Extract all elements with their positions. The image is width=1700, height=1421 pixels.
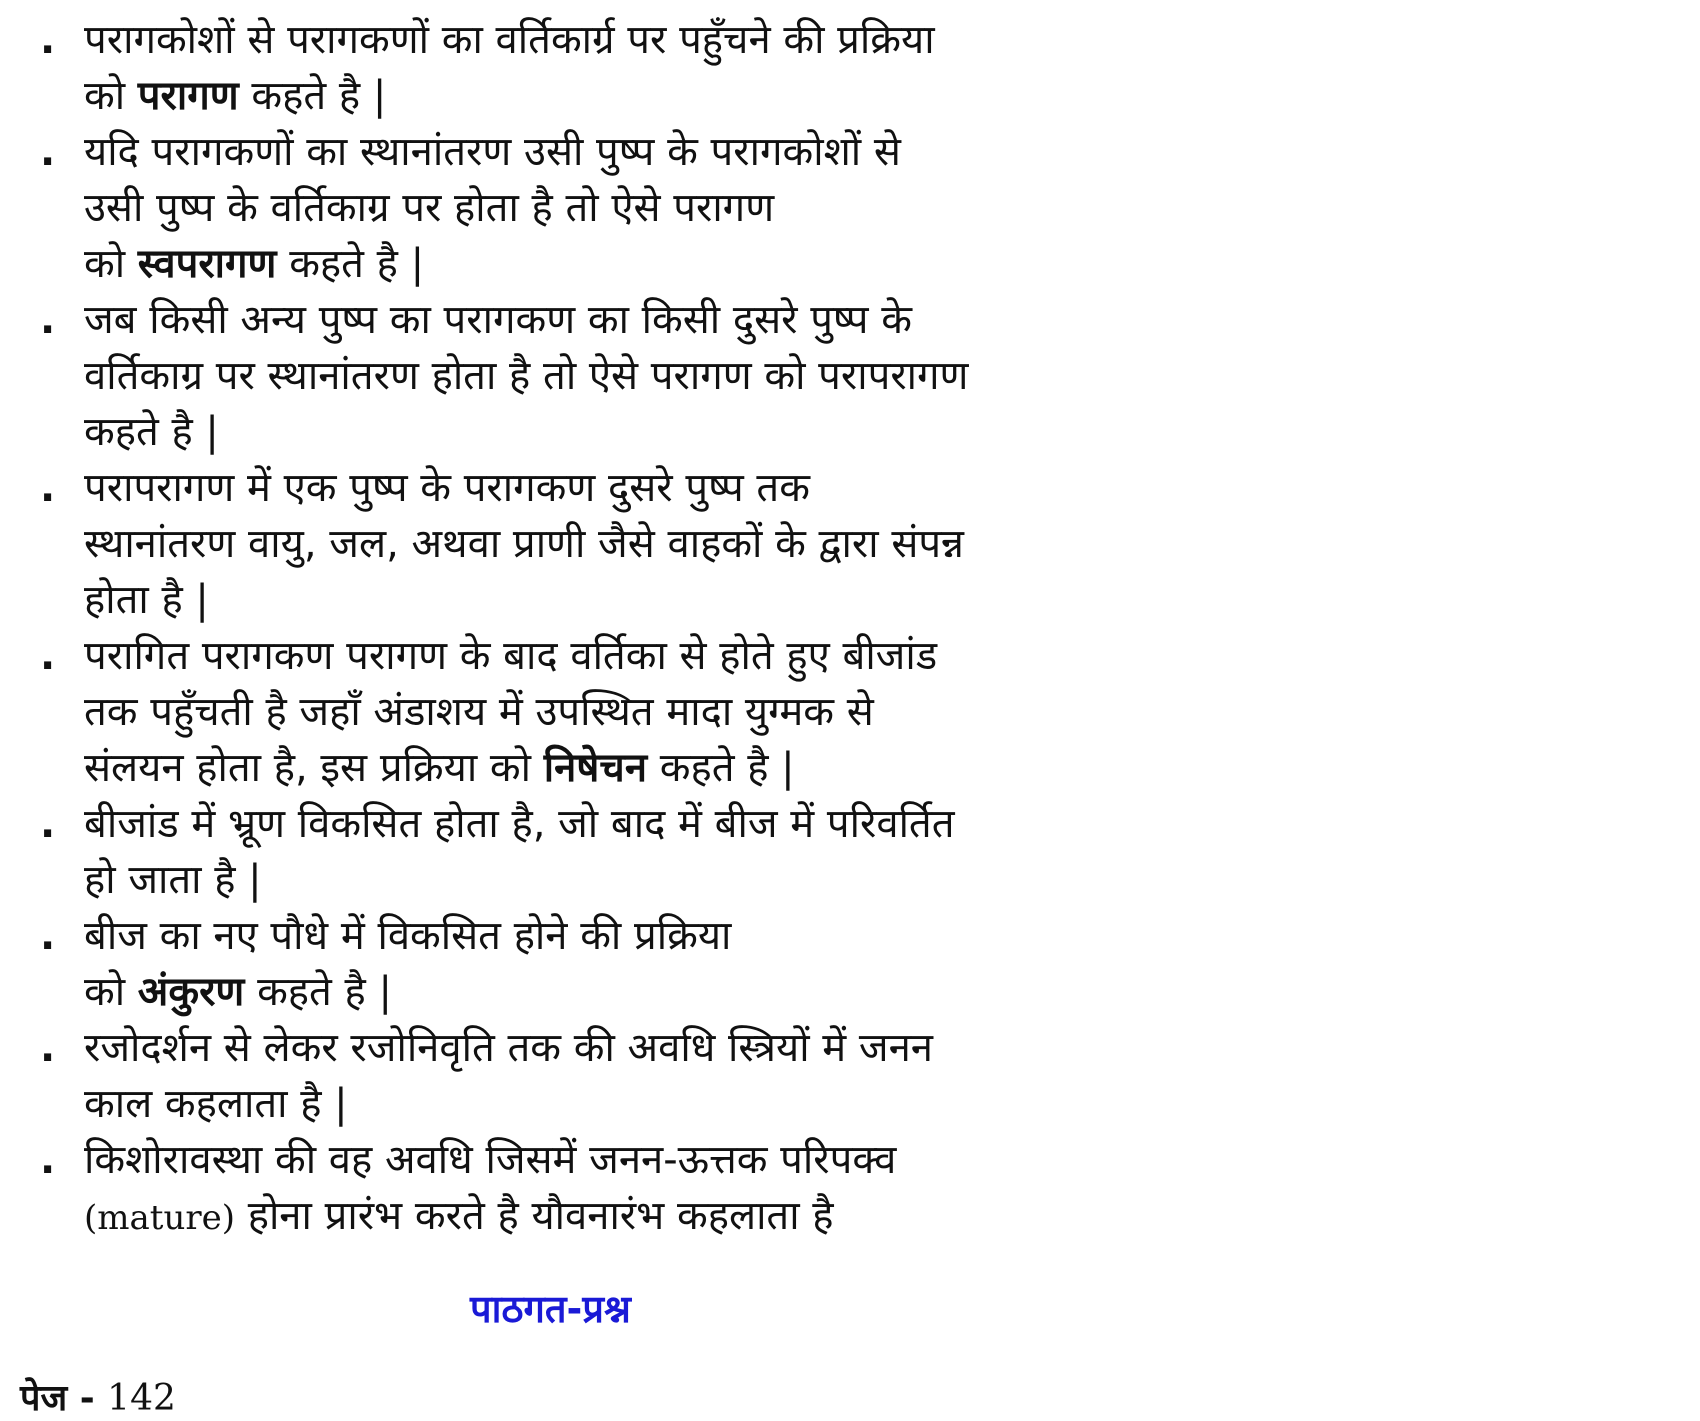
bullet-line: किशोरावस्था की वह अवधि जिसमें जनन-ऊत्तक परिपक्व bbox=[84, 1137, 897, 1183]
key-term: स्वपरागण bbox=[137, 241, 277, 287]
bullet-line: काल कहलाता है | bbox=[84, 1081, 348, 1127]
page-label: पेज - bbox=[20, 1378, 108, 1419]
bullet-line: रजोदर्शन से लेकर रजोनिवृति तक की अवधि स्त्रियों में जनन bbox=[84, 1025, 933, 1071]
bullet-line: को अंकुरण कहते है | bbox=[84, 969, 392, 1015]
bullet-line: परागित परागकण परागण के बाद वर्तिका से होते हुए बीजांड bbox=[84, 633, 938, 679]
bullet-line: बीज का नए पौधे में विकसित होने की प्रक्रिया bbox=[84, 913, 732, 959]
key-term: अंकुरण bbox=[137, 969, 245, 1015]
bullet-line: बीजांड में भ्रूण विकसित होता है, जो बाद में बीज में परिवर्तित bbox=[84, 801, 955, 847]
page-footer bbox=[20, 1372, 176, 1421]
bullet-marker: . bbox=[40, 913, 56, 959]
bullet-self-pollination bbox=[40, 124, 1280, 292]
bullet-pollination bbox=[40, 12, 1280, 124]
summary-bullet-list bbox=[40, 12, 1280, 1246]
bullet-marker: . bbox=[40, 1025, 56, 1071]
bullet-germination bbox=[40, 908, 1280, 1020]
bullet-line: परागकोशों से परागकणों का वर्तिकार्ग्र पर पहुँचने की प्रक्रिया bbox=[84, 17, 935, 63]
bullet-line: जब किसी अन्य पुष्प का परागकण का किसी दुसरे पुष्प के bbox=[84, 297, 912, 343]
bullet-line: उसी पुष्प के वर्तिकाग्र पर होता है तो ऐसे परागण bbox=[84, 185, 775, 231]
key-term: निषेचन bbox=[543, 745, 648, 791]
bullet-line: हो जाता है | bbox=[84, 857, 262, 903]
bullet-marker: . bbox=[40, 1137, 56, 1183]
bullet-line: (mature) होना प्रारंभ करते है यौवनारंभ कहलाता है bbox=[84, 1193, 834, 1239]
english-term: (mature) bbox=[84, 1198, 235, 1238]
bullet-marker: . bbox=[40, 129, 56, 175]
bullet-marker: . bbox=[40, 17, 56, 63]
key-term: परागण bbox=[137, 73, 239, 119]
bullet-marker: . bbox=[40, 801, 56, 847]
bullet-line: होता है | bbox=[84, 577, 209, 623]
bullet-line: को स्वपरागण कहते है | bbox=[84, 241, 425, 287]
bullet-cross-pollination bbox=[40, 292, 1280, 460]
notes-content bbox=[40, 12, 1280, 1246]
bullet-marker: . bbox=[40, 297, 56, 343]
bullet-line: कहते है | bbox=[84, 409, 219, 455]
bullet-reproductive-period bbox=[40, 1020, 1280, 1132]
bullet-puberty bbox=[40, 1132, 1280, 1246]
bullet-fertilization bbox=[40, 628, 1280, 796]
page-number: 142 bbox=[107, 1378, 176, 1419]
bullet-line: को परागण कहते है | bbox=[84, 73, 387, 119]
bullet-line: यदि परागकणों का स्थानांतरण उसी पुष्प के परागकोशों से bbox=[84, 129, 901, 175]
bullet-pollen-carriers bbox=[40, 460, 1280, 628]
bullet-line: संलयन होता है, इस प्रक्रिया को निषेचन कहते है | bbox=[84, 745, 795, 791]
section-heading: पाठगत-प्रश्न bbox=[470, 1287, 631, 1331]
bullet-embryo bbox=[40, 796, 1280, 908]
bullet-line: स्थानांतरण वायु, जल, अथवा प्राणी जैसे वाहकों के द्वारा संपन्न bbox=[84, 521, 964, 567]
bullet-line: वर्तिकाग्र पर स्थानांतरण होता है तो ऐसे परागण को परापरागण bbox=[84, 353, 969, 399]
bullet-line: परापरागण में एक पुष्प के परागकण दुसरे पुष्प तक bbox=[84, 465, 810, 511]
bullet-marker: . bbox=[40, 465, 56, 511]
bullet-marker: . bbox=[40, 633, 56, 679]
bullet-line: तक पहुँचती है जहाँ अंडाशय में उपस्थित मादा युग्मक से bbox=[84, 689, 874, 735]
